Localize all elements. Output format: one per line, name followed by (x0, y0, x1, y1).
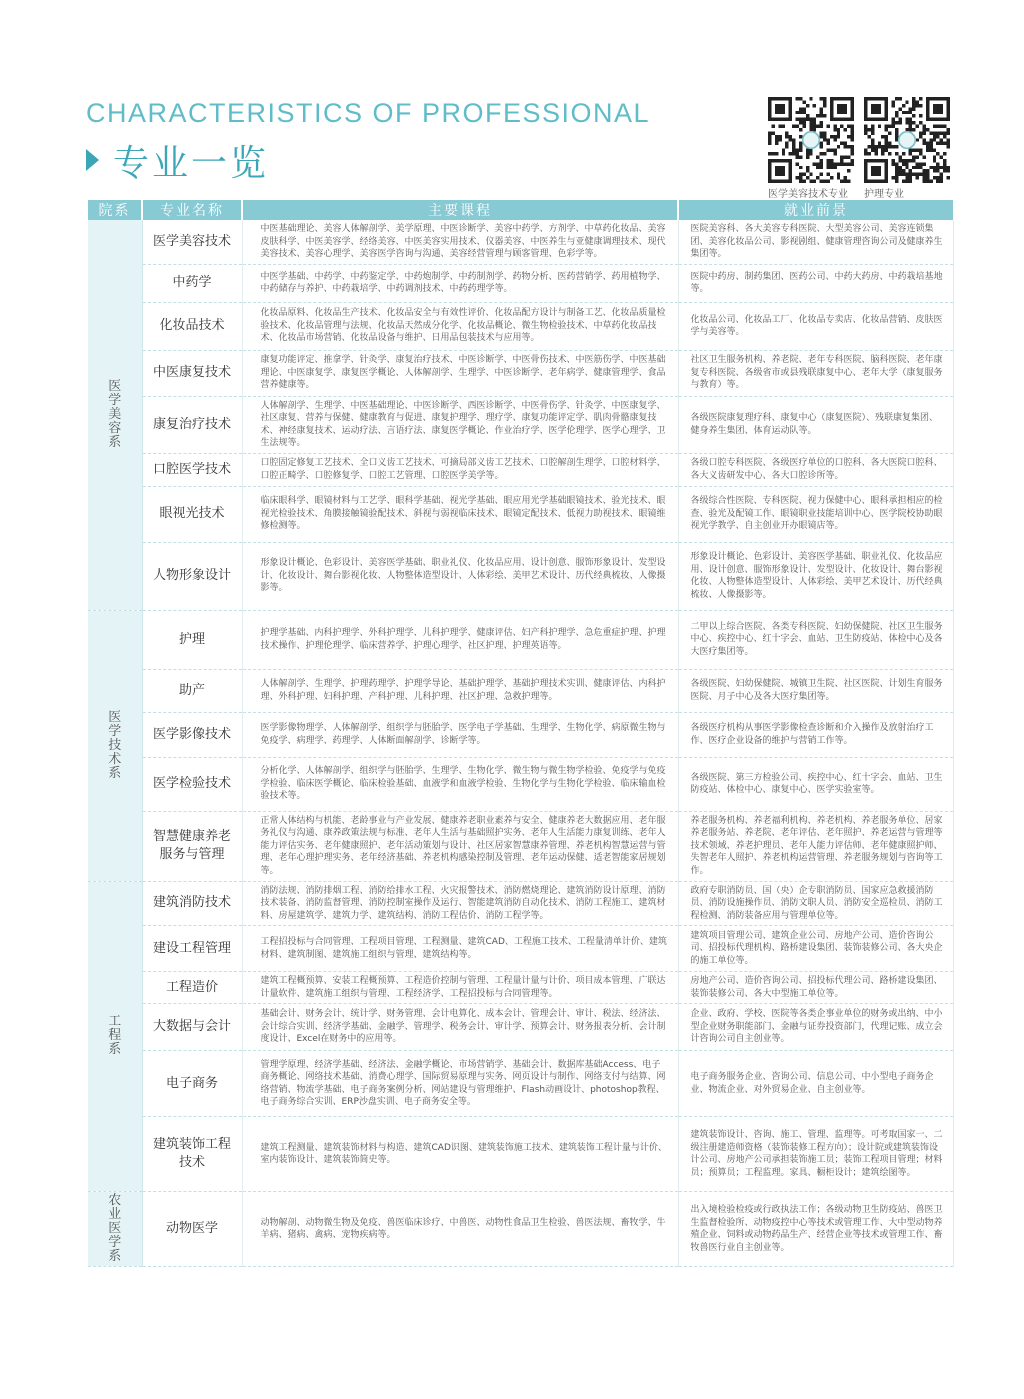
triangle-marker-icon (86, 149, 99, 171)
courses-cell: 医学影像物理学、人体解剖学、组织学与胚胎学、医学电子学基础、生理学、生物化学、病原微生物与免疫学、病理学、药理学、人体断面解剖学、诊断学等。 (242, 712, 678, 757)
careers-cell: 出入境检验检疫或行政执法工作；各级动物卫生防疫站、兽医卫生监督检验所、动物疫控中心等技术或管理工作、大中型动物养殖企业、饲料或动物药品生产、经营企业等技术或管理工作、畜牧兽医行业自主创业等。 (678, 1192, 953, 1267)
major-name: 建筑消防技术 (142, 881, 242, 926)
majors-table (88, 200, 954, 1267)
courses-cell: 人体解剖学、生理学、护理药理学、护理学导论、基础护理学、基础护理技术实训、健康评估、内科护理、外科护理、妇科护理、产科护理、儿科护理、社区护理、急救护理等。 (242, 669, 678, 712)
header-department: 院系 (88, 200, 142, 220)
careers-cell: 企业、政府、学校、医院等各类企事业单位的财务或出纳、中小型企业财务职能部门、金融与证券投资部门，代理记账、成立会计咨询公司自主创业等。 (678, 1004, 953, 1051)
department-cell (88, 610, 142, 881)
department-name: 工程系 (108, 1014, 122, 1058)
major-name: 中医康复技术 (142, 350, 242, 396)
major-name: 中药学 (142, 264, 242, 302)
careers-cell: 各级综合性医院、专科医院、视力保健中心、眼科承担相应的检查、验光及配镜工作、眼镜职业技能培训中心、医学院校协助眼视光学教学、自主创业开办眼镜店等。 (678, 486, 953, 542)
courses-cell: 动物解剖、动物微生物及免疫、兽医临床诊疗、中兽医、动物性食品卫生检验、兽医法规、畜牧学、牛羊病、猪病、禽病、宠物疾病等。 (242, 1192, 678, 1267)
major-name: 化妆品技术 (142, 302, 242, 350)
courses-cell: 建筑工程测量、建筑装饰材料与构造、建筑CAD识图、建筑装饰施工技术、建筑装饰工程计量与计价、室内装饰设计、建筑装饰简史等。 (242, 1117, 678, 1192)
department-cell (88, 1192, 142, 1267)
major-name: 建设工程管理 (142, 926, 242, 972)
careers-cell: 房地产公司、造价咨询公司、招投标代理公司、路桥建设集团、装饰装修公司、各大中型施工单位等。 (678, 972, 953, 1004)
header-courses: 主要课程 (242, 200, 678, 220)
table-row (88, 302, 953, 350)
courses-cell: 分析化学、人体解剖学、组织学与胚胎学、生理学、生物化学、微生物与微生物学检验、免疫学与免疫学检验、临床医学概论、临床检验基础、血液学和血液学检验、生物化学与生物化学检验、临床输血检验技术等。 (242, 757, 678, 811)
courses-cell: 形象设计概论、色彩设计、美容医学基础、职业礼仪、化妆品应用、设计创意、服饰形象设计、发型设计、化妆设计、舞台影视化妆、人物整体造型设计、人体彩绘、美甲艺术设计、历代经典梳妆、人像摄影等。 (242, 542, 678, 610)
table-row (88, 610, 953, 669)
table-row (88, 542, 953, 610)
header-careers: 就业前景 (678, 200, 953, 220)
qr-code-icon (864, 97, 950, 183)
careers-cell: 形象设计概论、色彩设计、美容医学基础、职业礼仪、化妆品应用、设计创意、服饰形象设计、发型设计、化妆设计、舞台影视化妆、人物整体造型设计、人体彩绘、美甲艺术设计、历代经典梳妆、人像摄影等。 (678, 542, 953, 610)
careers-cell: 各级医疗机构从事医学影像检查诊断和介入操作及放射治疗工作、医疗企业设备的维护与营销工作等。 (678, 712, 953, 757)
table-row (88, 1117, 953, 1192)
careers-cell: 建筑装饰设计、咨询、施工、管理、监理等。可考取国家一、二级注册建造师资格（装饰装修工程方向）；设计院或建筑装饰设计公司、房地产公司承担装饰施工员；装饰工程项目管理；材料员；预算员；工程监理。家具、橱柜设计；建筑绘图等。 (678, 1117, 953, 1192)
courses-cell: 管理学原理、经济学基础、经济法、金融学概论、市场营销学、基础会计、数据库基础Access、电子商务概论、网络技术基础、消费心理学、国际贸易原理与实务、网页设计与制作、网络支付与结算、网络营销、物流学基础、电子商务案例分析、网站建设与管理维护、Flash动画设计、photoshop教程、电子商务综合实训、ERP沙盘实训、电子商务安全等。 (242, 1051, 678, 1117)
careers-cell: 政府专职消防员、国（央）企专职消防员、国家应急救援消防员、消防设施操作员、消防文职人员、消防安全巡检员、消防工程检测、消防装备应用与管理单位等。 (678, 881, 953, 926)
department-name: 农业医学系 (108, 1193, 122, 1264)
courses-cell: 建筑工程概预算、安装工程概预算、工程造价控制与管理、工程量计量与计价、项目成本管理、广联达计量软件、建筑施工组织与管理、工程经济学、工程招投标与合同管理等。 (242, 972, 678, 1004)
table-row (88, 264, 953, 302)
major-name: 电子商务 (142, 1051, 242, 1117)
table-row (88, 669, 953, 712)
table-row (88, 811, 953, 881)
courses-cell: 人体解剖学、生理学、中医基础理论、中医诊断学、西医诊断学、中医骨伤学、针灸学、中医康复学、社区康复、营养与保健、健康教育与促进、康复护理学、理疗学、康复功能评定学、肌肉骨骼康复技术、神经康复技术、运动疗法、言语疗法、康复医学概论、作业治疗学、医学伦理学、医学心理学、卫生法规等。 (242, 396, 678, 453)
major-name: 智慧健康养老服务与管理 (142, 811, 242, 881)
courses-cell: 中医学基础、中药学、中药鉴定学、中药炮制学、中药制剂学、药物分析、医药营销学、药用植物学、中药储存与养护、中药栽培学、中药调剂技术、中药药理学等。 (242, 264, 678, 302)
careers-cell: 各级医院、妇幼保健院、城镇卫生院、社区医院、计划生育服务医院、月子中心及各大医疗集团等。 (678, 669, 953, 712)
courses-cell: 消防法规、消防排烟工程、消防给排水工程、火灾报警技术、消防燃烧理论、建筑消防设计原理、消防技术装备、消防监督管理、消防控制室操作及运行、智能建筑消防自动化技术、消防工程施工、建筑材料、房屋建筑学、建筑力学、建筑结构、消防工程估价、消防工程学等。 (242, 881, 678, 926)
table-row (88, 1192, 953, 1267)
major-name: 工程造价 (142, 972, 242, 1004)
courses-cell: 基础会计、财务会计、统计学、财务管理、会计电算化、成本会计、管理会计、审计、税法、经济法、会计综合实训、经济学基础、金融学、管理学、税务会计、审计学、预算会计、财务报表分析、会计制度设计、Excel在财务中的应用等。 (242, 1004, 678, 1051)
major-name: 动物医学 (142, 1192, 242, 1267)
careers-cell: 电子商务服务企业、咨询公司、信息公司、中小型电子商务企业、物流企业、对外贸易企业、自主创业等。 (678, 1051, 953, 1117)
table-row (88, 350, 953, 396)
careers-cell: 建筑项目管理公司、建筑企业公司、房地产公司、造价咨询公司、招投标代理机构、路桥建设集团、装饰装修公司、各大央企的施工单位等。 (678, 926, 953, 972)
courses-cell: 中医基础理论、美容人体解剖学、美学原理、中医诊断学、美容中药学、方剂学、中草药化妆品、美容皮肤科学、中医美容学、经络美容、中医美容实用技术、仪器美容、中医养生与亚健康调理技术、现代美容技术、美容心理学、美容医学咨询与沟通、美容经营管理与顾客管理、色彩学等。 (242, 220, 678, 264)
department-cell (88, 881, 142, 1192)
courses-cell: 临床眼科学、眼镜材料与工艺学、眼科学基础、视光学基础、眼应用光学基础眼镜技术、验光技术、眼视光检验技术、角膜接触镜验配技术、斜视与弱视临床技术、眼镜定配技术、低视力助视技术、眼镜维修检测等。 (242, 486, 678, 542)
department-name: 医学美容系 (108, 378, 122, 450)
table-row (88, 396, 953, 453)
table-row (88, 757, 953, 811)
courses-cell: 正常人体结构与机能、老龄事业与产业发展、健康养老职业素养与安全、健康养老大数据应用、老年服务礼仪与沟通、康养政策法规与标准、老年人生活与基础照护实务、老年人生活能力康复训练、老年人能力评估实务、老年健康照护、老年活动策划与设计、社区居家智慧康养管理、养老机构智慧运营与管理、老年心理护理实务、老年经济基础、养老机构感染控制及管理、老年运动保健、适老智能家居规划等。 (242, 811, 678, 881)
table-row (88, 1004, 953, 1051)
courses-cell: 康复功能评定、推拿学、针灸学、康复治疗技术、中医诊断学、中医骨伤技术、中医筋伤学、中医基础理论、中医康复学、康复医学概论、人体解剖学、生理学、中医诊断学、老年病学、健康管理学、食品营养健康等。 (242, 350, 678, 396)
table-row (88, 1051, 953, 1117)
major-name: 口腔医学技术 (142, 453, 242, 486)
table-header-row (88, 200, 953, 220)
major-name: 眼视光技术 (142, 486, 242, 542)
table-row (88, 486, 953, 542)
courses-cell: 护理学基础、内科护理学、外科护理学、儿科护理学、健康评估、妇产科护理学、急危重症护理、护理技术操作、护理伦理学、临床营养学、护理心理学、社区护理、护理英语等。 (242, 610, 678, 669)
qr-code-icon (768, 97, 854, 183)
careers-cell: 化妆品公司、化妆品工厂、化妆品专卖店、化妆品营销、皮肤医学与美容等。 (678, 302, 953, 350)
qr-block-nursing (864, 97, 950, 200)
major-name: 医学检验技术 (142, 757, 242, 811)
qr-caption: 护理专业 (864, 189, 904, 200)
careers-cell: 养老服务机构、养老福利机构、养老机构、养老服务单位、居家养老服务站、养老院、老年评估、老年照护、养老运营与管理等技术领域、养老护理员、老年人能力评估师、老年健康照护师、失智老年人照护、养老机构运营管理、养老服务规划与咨询等工作。 (678, 811, 953, 881)
major-name: 护理 (142, 610, 242, 669)
header-major: 专业名称 (142, 200, 242, 220)
qr-block-beauty (768, 97, 854, 200)
table-row (88, 453, 953, 486)
table-row (88, 972, 953, 1004)
courses-cell: 工程招投标与合同管理、工程项目管理、工程测量、建筑CAD、工程施工技术、工程量清单计价、建筑材料、建筑制图、建筑施工组织与管理、建筑结构等。 (242, 926, 678, 972)
qr-caption: 医学美容技术专业 (768, 189, 848, 200)
courses-cell: 口腔固定修复工艺技术、全口义齿工艺技术、可摘局部义齿工艺技术、口腔解剖生理学、口腔材料学、口腔正畸学、口腔修复学、口腔工艺管理、口腔医学美学等。 (242, 453, 678, 486)
department-name: 医学技术系 (108, 709, 122, 781)
careers-cell: 社区卫生服务机构、养老院、老年专科医院、脑科医院、老年康复专科医院、各级省市或县残联康复中心、老年大学（康复服务与教育）等。 (678, 350, 953, 396)
major-name: 助产 (142, 669, 242, 712)
careers-cell: 二甲以上综合医院、各类专科医院、妇幼保健院、社区卫生服务中心、疾控中心、红十字会、血站、卫生防疫站、体检中心及各大医疗集团等。 (678, 610, 953, 669)
page-title (86, 138, 269, 182)
table-row (88, 220, 953, 264)
careers-cell: 各级医院、第三方检验公司、疾控中心、红十字会、血站、卫生防疫站、体检中心、康复中心、医学实验室等。 (678, 757, 953, 811)
careers-cell: 各级口腔专科医院、各级医疗单位的口腔科、各大医院口腔科、各大义齿研发中心、各大口腔诊所等。 (678, 453, 953, 486)
table-row (88, 881, 953, 926)
courses-cell: 化妆品原料、化妆品生产技术、化妆品安全与有效性评价、化妆品配方设计与制备工艺、化妆品质量检验技术、化妆品管理与法规、化妆品天然成分化学、化妆品概论、微生物检验技术、中草药化妆品技术、化妆品市场营销、化妆品设备与维护、日用品包装技术与应用等。 (242, 302, 678, 350)
major-name: 康复治疗技术 (142, 396, 242, 453)
careers-cell: 医院中药房、制药集团、医药公司、中药大药房、中药栽培基地等。 (678, 264, 953, 302)
careers-cell: 各级医院康复理疗科、康复中心（康复医院）、残联康复集团、健身养生集团、体育运动队等。 (678, 396, 953, 453)
major-name: 建筑装饰工程技术 (142, 1117, 242, 1192)
page-title-text: 专业一览 (113, 142, 270, 184)
careers-cell: 医院美容科、各大美容专科医院、大型美容公司、美容连锁集团、美容化妆品公司、影视剧组、健康管理咨询公司及健康养生集团等。 (678, 220, 953, 264)
department-cell (88, 220, 142, 610)
major-name: 医学美容技术 (142, 220, 242, 264)
major-name: 大数据与会计 (142, 1004, 242, 1051)
english-title: CHARACTERISTICS OF PROFESSIONAL (86, 98, 651, 128)
table-row (88, 926, 953, 972)
major-name: 医学影像技术 (142, 712, 242, 757)
table-row (88, 712, 953, 757)
major-name: 人物形象设计 (142, 542, 242, 610)
